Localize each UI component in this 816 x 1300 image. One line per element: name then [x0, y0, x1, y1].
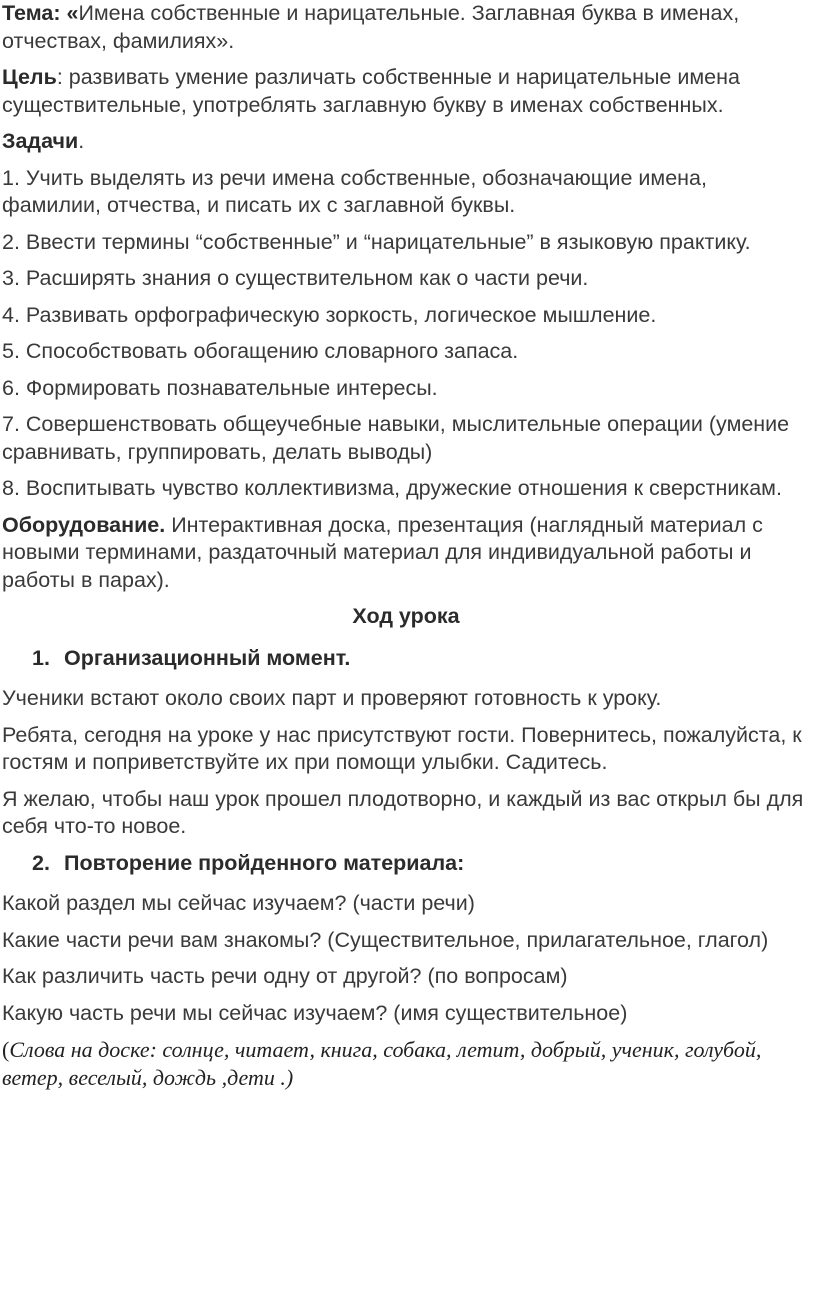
task-item: 3. Расширять знания о существительном как о части речи.: [2, 266, 589, 290]
task-item: 2. Ввести термины “собственные” и “нарицательные” в языковую практику.: [2, 229, 751, 254]
board-words: [2, 1036, 810, 1092]
task-item: 5. Способствовать обогащению словарного запаса.: [2, 339, 519, 363]
task-item: 8. Воспитывать чувство коллективизма, дружеские отношения к сверстникам.: [2, 476, 782, 500]
task-item: 6. Формировать познавательные интересы.: [2, 375, 438, 400]
board-open-paren: (: [2, 1037, 10, 1062]
section1-number: 1.: [32, 645, 50, 670]
task-item: 4. Развивать орфографическую зоркость, логическое мышление.: [2, 302, 657, 327]
section2-number: 2.: [32, 850, 50, 875]
goal-text: : развивать умение различать собственные и нарицательные имена существительные, употреблять заглавную букву в именах собственных.: [2, 65, 740, 117]
section2-heading: [32, 850, 810, 878]
lesson-heading: Ход урока: [352, 604, 460, 628]
equipment-paragraph: [2, 512, 810, 595]
section1-paragraph: Ребята, сегодня на уроке у нас присутствуют гости. Повернитесь, пожалуйста, к гостям и поприветствуйте их при помощи улыбки. Садитесь.: [2, 722, 802, 774]
goal-label: Цель: [2, 65, 57, 89]
goal-paragraph: [2, 64, 810, 119]
topic-text: Имена собственные и нарицательные. Заглавная буква в именах, отчествах, фамилиях».: [2, 1, 740, 53]
tasks-heading: [2, 128, 810, 156]
topic-label: Тема:: [2, 1, 61, 25]
section2-paragraph: Как различить часть речи одну от другой? (по вопросам): [2, 964, 568, 988]
section1-title: Организационный момент.: [64, 645, 351, 670]
task-item: 7. Совершенствовать общеучебные навыки, мыслительные операции (умение сравнивать, группировать, делать выводы): [2, 412, 790, 464]
section2-paragraph: Какие части речи вам знакомы? (Существительное, прилагательное, глагол): [2, 927, 769, 952]
section2-paragraph: Какую часть речи мы сейчас изучаем? (имя существительное): [2, 1000, 628, 1025]
tasks-label: Задачи: [2, 129, 79, 153]
equipment-text: Интерактивная доска, презентация (наглядный материал с новыми терминами, раздаточный материал для индивидуальной работы и работы в парах).: [2, 512, 763, 592]
topic-quote: «: [66, 1, 79, 25]
section1-paragraph: Я желаю, чтобы наш урок прошел плодотворно, и каждый из вас открыл бы для себя что-то новое.: [2, 786, 804, 838]
equipment-label: Оборудование.: [2, 512, 166, 537]
tasks-suffix: .: [78, 129, 85, 153]
section1-heading: [32, 645, 810, 673]
section2-title: Повторение пройденного материала:: [64, 850, 465, 875]
section2-paragraph: Какой раздел мы сейчас изучаем? (части речи): [2, 891, 475, 915]
topic-paragraph: [2, 0, 810, 55]
task-item: 1. Учить выделять из речи имена собственные, обозначающие имена, фамилии, отчества, и писать их с заглавной буквы.: [2, 165, 707, 217]
section1-paragraph: Ученики встают около своих парт и проверяют готовность к уроку.: [2, 686, 662, 710]
board-words-text: Слова на доске: солнце, читает, книга, собака, летит, добрый, ученик, голубой, ветер, веселый, дождь ,дети .): [2, 1037, 762, 1090]
